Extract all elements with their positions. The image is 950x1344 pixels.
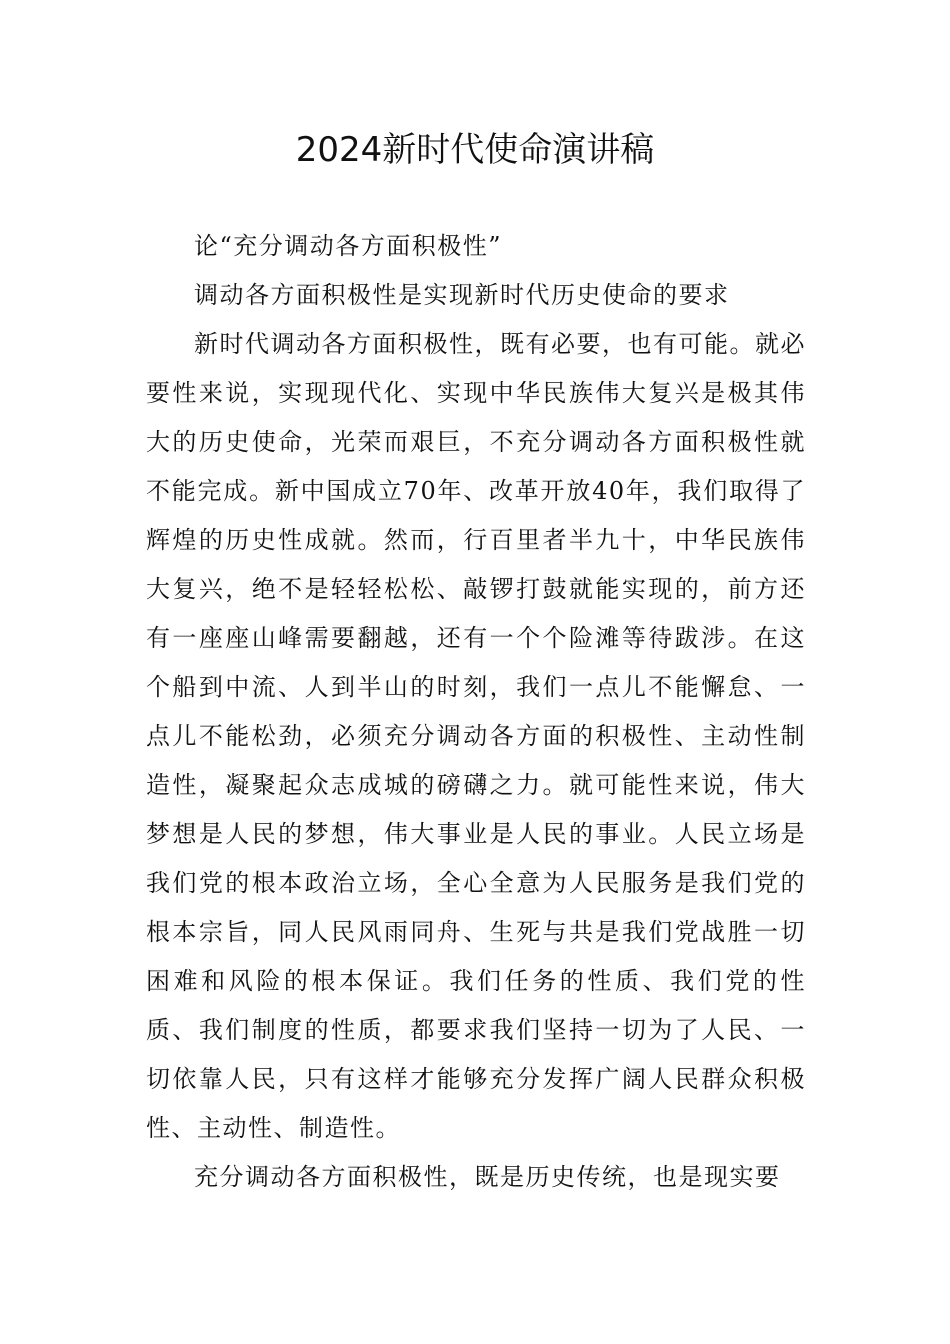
document-body (146, 222, 806, 1202)
document-title: 2024新时代使命演讲稿 (295, 130, 655, 170)
paragraph-subheading: 调动各方面积极性是实现新时代历史使命的要求 (194, 281, 730, 309)
paragraph-continued: 充分调动各方面积极性，既是历史传统，也是现实要 (194, 1163, 781, 1191)
paragraph-main: 新时代调动各方面积极性，既有必要，也有可能。就必要性来说，实现现代化、实现中华民族伟大复兴是极其伟大的历史使命，光荣而艰巨，不充分调动各方面积极性就不能完成。新中国成立70年、改革开放40年，我们取得了辉煌的历史性成就。然而，行百里者半九十，中华民族伟大复兴，绝不是轻轻松松、敲锣打鼓就能实现的，前方还有一座座山峰需要翻越，还有一个个险滩等待跋涉。在这个船到中流、人到半山的时刻，我们一点儿不能懈怠、一点儿不能松劲，必须充分调动各方面的积极性、主动性制造性，凝聚起众志成城的磅礴之力。就可能性来说，伟大梦想是人民的梦想，伟大事业是人民的事业。人民立场是我们党的根本政治立场，全心全意为人民服务是我们党的根本宗旨，同人民风雨同舟、生死与共是我们党战胜一切困难和风险的根本保证。我们任务的性质、我们党的性质、我们制度的性质，都要求我们坚持一切为了人民、一切依靠人民，只有这样才能够充分发挥广阔人民群众积极性、主动性、制造性。 (146, 330, 806, 1142)
paragraph-heading: 论“充分调动各方面积极性” (194, 232, 503, 260)
